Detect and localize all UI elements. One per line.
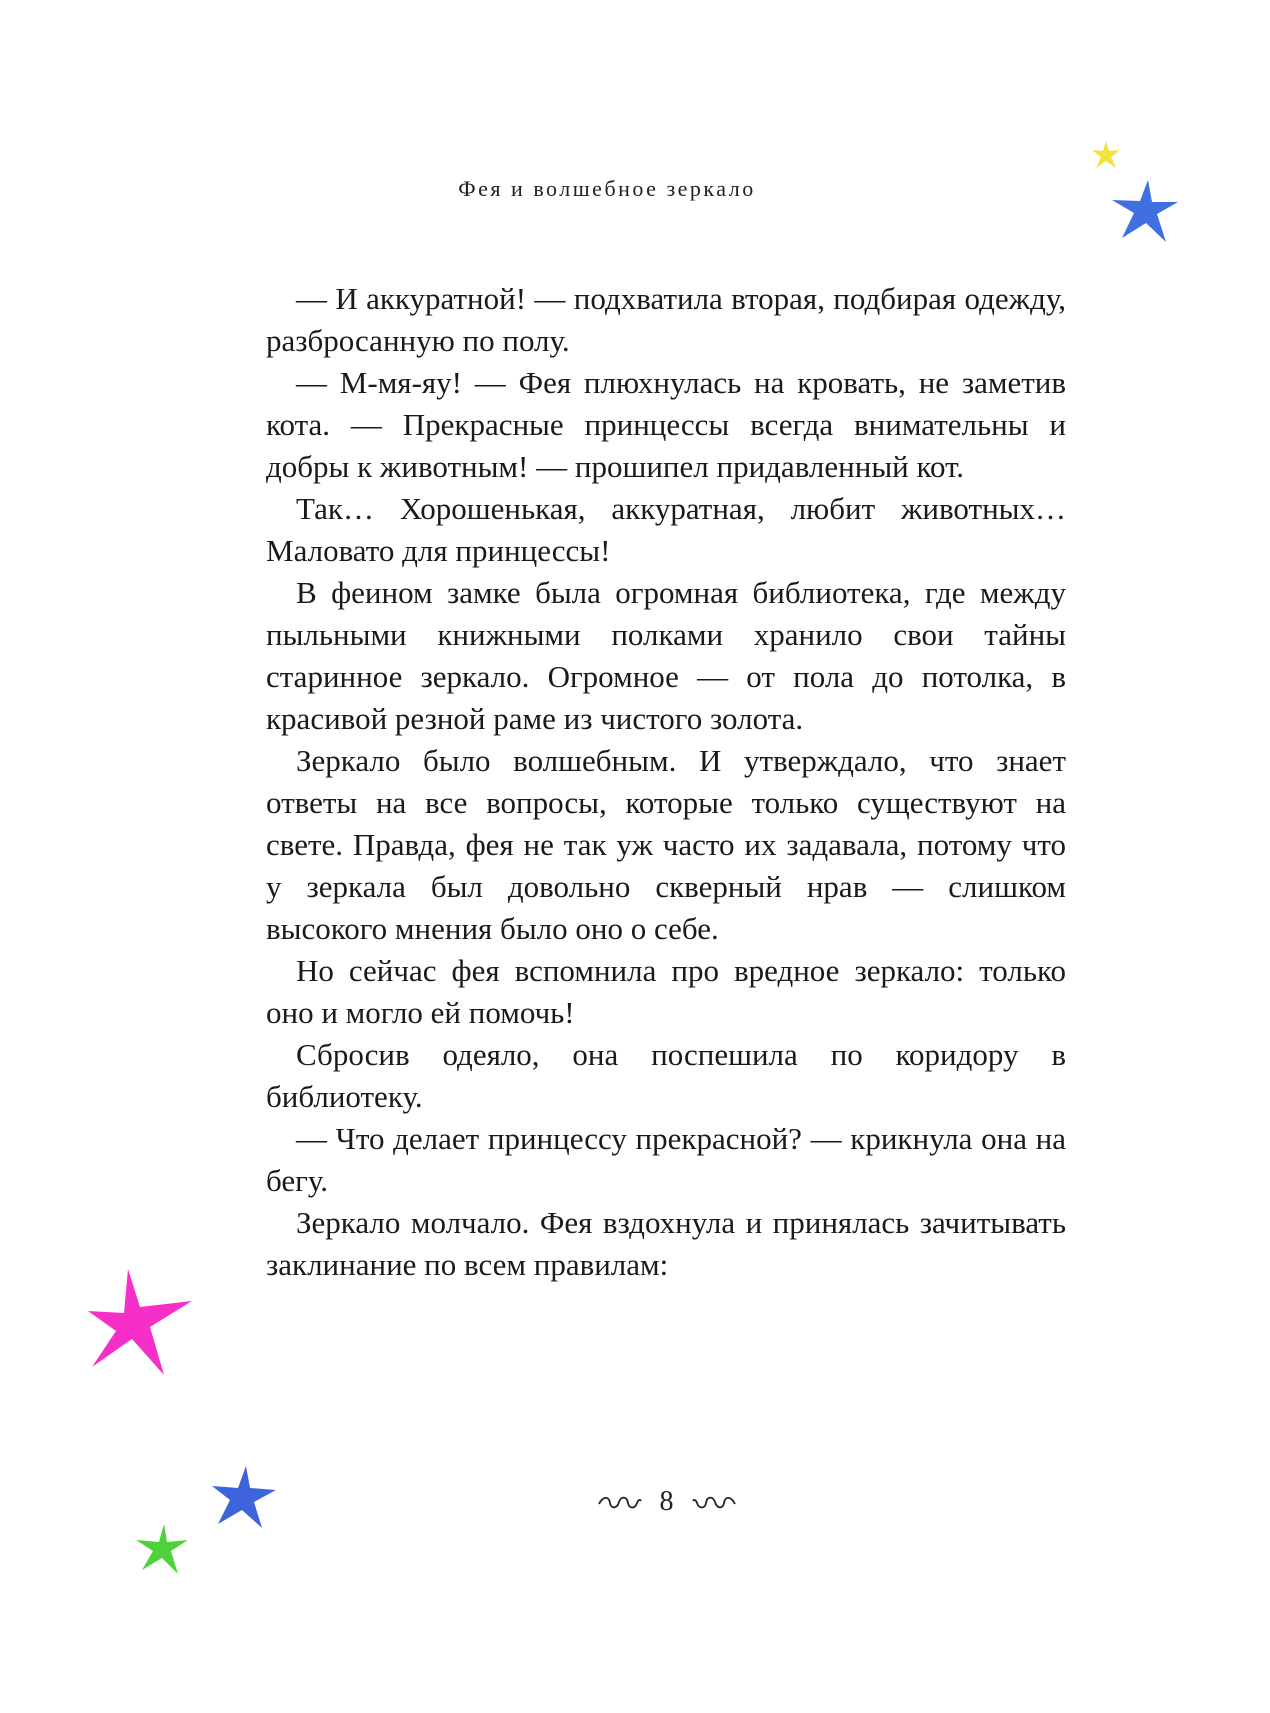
running-head: Фея и волшебное зеркало [458,176,756,201]
paragraph: Сбросив одеяло, она поспешила по коридору в библиотеку. [266,1037,1066,1114]
left-flourish-icon [597,1492,643,1512]
page-number: 8 [659,1485,674,1517]
paragraph: Так… Хорошенькая, аккуратная, любит животных… Маловато для принцессы! [266,491,1066,568]
pink-star-icon [84,1265,202,1383]
paragraph: — М-мя-яу! — Фея плюхнулась на кровать, не заметив кота. — Прекрасные принцессы всегда внимательны и добры к животным! — прошипел придавленный кот. [266,365,1066,484]
page-footer [0,1484,1270,1518]
paragraph: Но сейчас фея вспомнила про вредное зеркало: только оно и могло ей помочь! [266,953,1066,1030]
yellow-star-icon [1088,138,1124,174]
paragraph: Зеркало было волшебным. И утверждало, что знает ответы на все вопросы, которые только существуют на свете. Правда, фея не так уж часто их задавала, потому что у зеркала был довольно скверный нрав — слишком высокого мнения было оно о себе. [266,743,1066,946]
paragraph: — И аккуратной! — подхватила вторая, подбирая одежду, разбросанную по полу. [266,281,1066,358]
body-text [266,278,1066,1286]
green-star-icon [132,1520,192,1580]
paragraph: В феином замке была огромная библиотека, где между пыльными книжными полками хранило свои тайны старинное зеркало. Огромное — от пола до потолка, в красивой резной раме из чистого золота. [266,575,1066,736]
paragraph: — Что делает принцессу прекрасной? — крикнула она на бегу. [266,1121,1066,1198]
blue-star-icon [1108,176,1182,250]
paragraph: Зеркало молчало. Фея вздохнула и принялась зачитывать заклинание по всем правилам: [266,1205,1066,1282]
blue-star-icon [208,1462,280,1534]
right-flourish-icon [691,1492,737,1512]
